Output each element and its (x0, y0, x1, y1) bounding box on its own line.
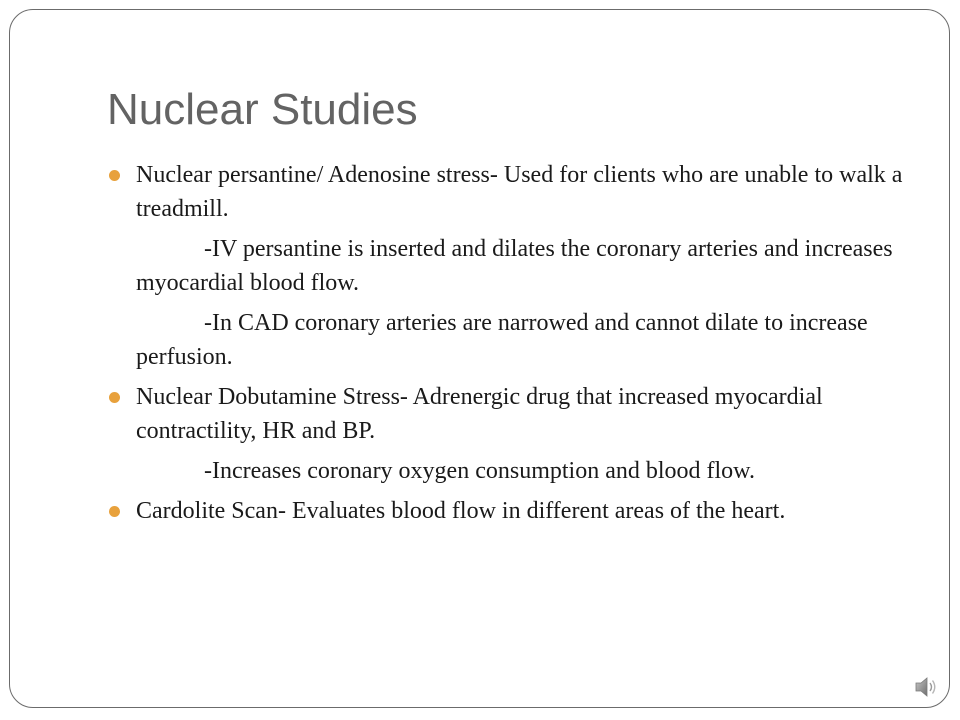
bullet-item (108, 494, 918, 528)
bullet-item (108, 158, 918, 226)
sub-text: -IV persantine is inserted and dilates the coronary arteries and increases myocardial blood flow. (136, 236, 893, 296)
bullet-text: Cardolite Scan- Evaluates blood flow in different areas of the heart. (136, 498, 786, 524)
slide-content (108, 158, 918, 534)
speaker-icon[interactable] (913, 674, 939, 700)
sub-item (108, 232, 918, 300)
slide-title: Nuclear Studies (107, 85, 418, 134)
sub-item (108, 306, 918, 374)
sub-item (108, 454, 918, 488)
bullet-item (108, 380, 918, 448)
sub-text: -Increases coronary oxygen consumption and blood flow. (204, 458, 755, 484)
bullet-text: Nuclear Dobutamine Stress- Adrenergic drug that increased myocardial contractility, HR and BP. (136, 384, 823, 444)
sub-text: -In CAD coronary arteries are narrowed and cannot dilate to increase perfusion. (136, 310, 868, 370)
bullet-text: Nuclear persantine/ Adenosine stress- Used for clients who are unable to walk a treadmill. (136, 162, 903, 222)
